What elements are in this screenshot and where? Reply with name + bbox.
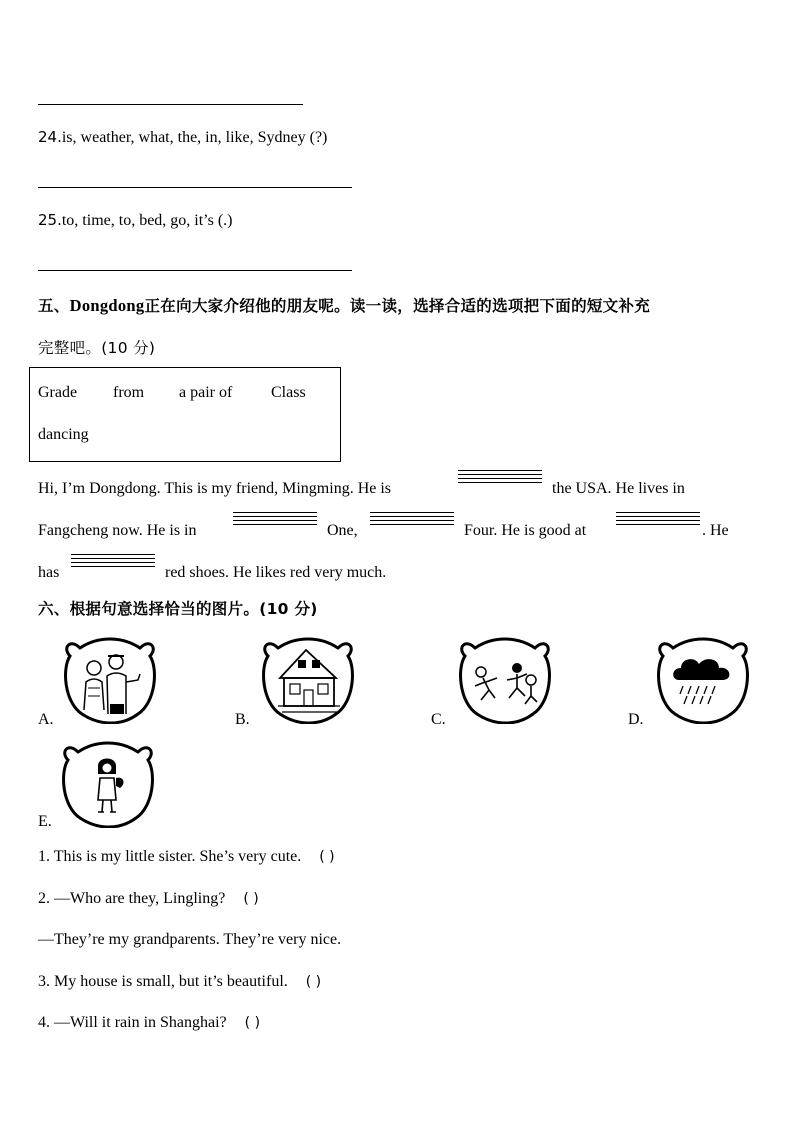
question-2-answer-blank[interactable]: ( )	[243, 891, 259, 907]
blank-5[interactable]	[71, 554, 155, 576]
option-b-label: B.	[235, 711, 250, 728]
question-24-number: 24.	[38, 128, 62, 146]
question-25-number: 25.	[38, 211, 62, 229]
passage-line-2a: Fangcheng now. He is in	[38, 522, 197, 539]
passage-line-3a: has	[38, 564, 60, 581]
blank-2[interactable]	[233, 512, 317, 534]
children-playing-icon	[455, 634, 555, 724]
section-6-heading: 六、根据句意选择恰当的图片。(10 分)	[38, 600, 318, 618]
question-2-reply: —They’re my grandparents. They’re very nice.	[38, 931, 342, 948]
section-5-heading-line2: 完整吧。(10 分)	[38, 339, 156, 357]
question-25	[38, 211, 233, 230]
passage-line-3b: red shoes. He likes red very much.	[165, 564, 387, 581]
passage-line-1a: Hi, I’m Dongdong. This is my friend, Mingming. He is	[38, 480, 392, 497]
word-option-class: Class	[271, 384, 306, 401]
rain-cloud-icon	[653, 634, 753, 724]
question-1	[38, 848, 335, 866]
question-4-text: 4. —Will it rain in Shanghai?	[38, 1014, 227, 1031]
option-e-label: E.	[38, 813, 52, 830]
answer-line-25[interactable]	[38, 270, 352, 271]
question-2	[38, 890, 259, 908]
question-3	[38, 973, 321, 991]
blank-4[interactable]	[616, 512, 700, 534]
house-icon	[258, 634, 358, 724]
word-option-grade: Grade	[38, 384, 78, 401]
question-2-text: 2. —Who are they, Lingling?	[38, 890, 226, 907]
passage-line-2c: Four. He is good at	[464, 522, 587, 539]
grandparents-icon	[60, 634, 160, 724]
option-a-label: A.	[38, 711, 54, 728]
word-option-dancing: dancing	[38, 426, 89, 443]
question-25-text: to, time, to, bed, go, it’s (.)	[61, 212, 233, 229]
blank-1[interactable]	[458, 470, 542, 492]
passage-line-1b: the USA. He lives in	[552, 480, 685, 497]
answer-line-24[interactable]	[38, 187, 352, 188]
passage-line-2b: One,	[327, 522, 358, 539]
question-24-text: is, weather, what, the, in, like, Sydney (?)	[61, 129, 328, 146]
question-1-answer-blank[interactable]: ( )	[319, 849, 335, 865]
passage-line-2d: . He	[702, 522, 729, 539]
word-option-from: from	[113, 384, 145, 401]
word-option-a-pair-of: a pair of	[179, 384, 233, 401]
question-1-text: 1. This is my little sister. She’s very cute.	[38, 848, 302, 865]
option-d-label: D.	[628, 711, 644, 728]
section-5-instruction: 正在向大家介绍他的朋友呢。读一读，选择合适的选项把下面的短文补充	[144, 297, 651, 315]
question-3-answer-blank[interactable]: ( )	[305, 974, 322, 990]
option-c-label: C.	[431, 711, 446, 728]
question-4-answer-blank[interactable]: ( )	[244, 1015, 261, 1031]
girl-icon	[58, 738, 158, 828]
question-24	[38, 128, 327, 147]
question-4	[38, 1014, 260, 1032]
answer-line-23[interactable]	[38, 104, 303, 105]
question-3-text: 3. My house is small, but it’s beautiful.	[38, 973, 288, 990]
section-5-number: 五、	[38, 297, 70, 315]
section-5-name: Dongdong	[69, 296, 145, 315]
word-bank-box	[29, 367, 341, 462]
blank-3[interactable]	[370, 512, 454, 534]
section-5-heading	[38, 294, 650, 316]
